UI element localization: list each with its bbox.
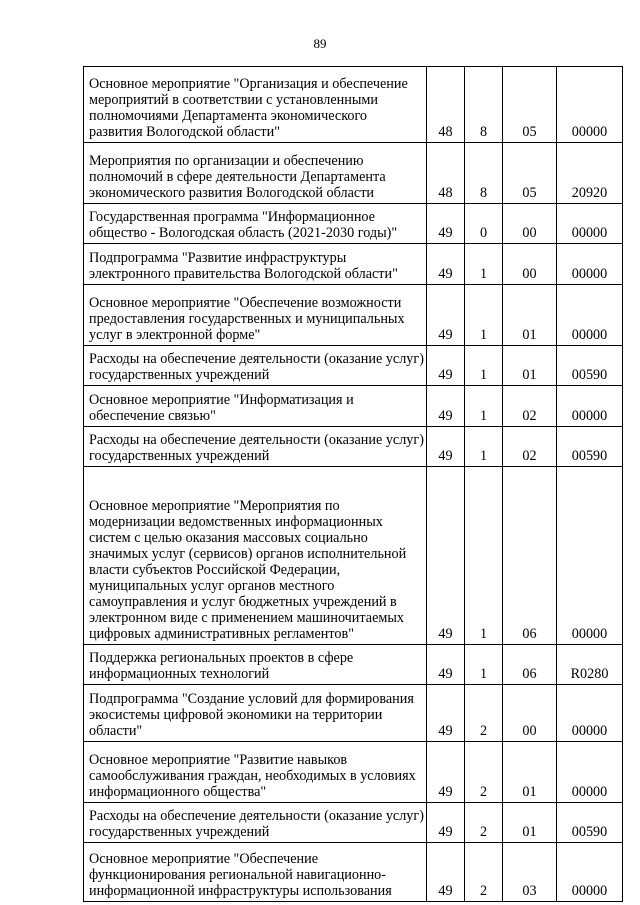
table-row	[84, 685, 623, 742]
program-code-cell: 49	[427, 742, 465, 803]
row-name-cell: Основное мероприятие "Мероприятия по модернизации ведомственных информационных систем с целью оказания массовых социально значимых услуг (сервисов) органов исполнительной власти субъектов Российской Федерации, муниципальных услуг органов местного самоуправления и услуг бюджетных учреждений в электронном виде с применением машиночитаемых цифровых административных регламентов"	[84, 467, 427, 645]
subprogram-code-cell: 1	[465, 244, 503, 285]
subprogram-code-cell: 2	[465, 742, 503, 803]
table-row	[84, 244, 623, 285]
event-code-cell: 06	[503, 645, 557, 685]
row-name-cell: Расходы на обеспечение деятельности (оказание услуг) государственных учреждений	[84, 803, 427, 843]
program-code-cell: 49	[427, 843, 465, 902]
direction-code-cell: 00590	[557, 803, 623, 843]
direction-code-cell: R0280	[557, 645, 623, 685]
page-number: 89	[313, 36, 327, 51]
subprogram-code-cell: 2	[465, 803, 503, 843]
event-code-cell: 06	[503, 467, 557, 645]
row-name-cell: Государственная программа "Информационное общество - Вологодская область (2021-2030 годы)"	[84, 204, 427, 244]
table-row	[84, 645, 623, 685]
event-code-cell: 01	[503, 285, 557, 346]
event-code-cell: 01	[503, 346, 557, 386]
event-code-cell: 01	[503, 742, 557, 803]
row-name-cell: Поддержка региональных проектов в сфере информационных технологий	[84, 645, 427, 685]
event-code-cell: 05	[503, 67, 557, 143]
program-code-cell: 49	[427, 685, 465, 742]
subprogram-code-cell: 0	[465, 204, 503, 244]
program-code-cell: 49	[427, 386, 465, 427]
program-code-cell: 49	[427, 346, 465, 386]
table-row	[84, 843, 623, 902]
subprogram-code-cell: 8	[465, 143, 503, 204]
program-code-cell: 49	[427, 645, 465, 685]
row-name-cell: Основное мероприятие "Информатизация и обеспечение связью"	[84, 386, 427, 427]
row-name-cell: Основное мероприятие "Организация и обеспечение мероприятий в соответствии с установленными полномочиями Департамента экономического развития Вологодской области"	[84, 67, 427, 143]
subprogram-code-cell: 1	[465, 346, 503, 386]
event-code-cell: 01	[503, 803, 557, 843]
table-row	[84, 427, 623, 467]
subprogram-code-cell: 2	[465, 843, 503, 902]
direction-code-cell: 00590	[557, 427, 623, 467]
event-code-cell: 00	[503, 244, 557, 285]
direction-code-cell: 00000	[557, 685, 623, 742]
program-code-cell: 49	[427, 204, 465, 244]
direction-code-cell: 00000	[557, 67, 623, 143]
direction-code-cell: 00000	[557, 244, 623, 285]
subprogram-code-cell: 1	[465, 285, 503, 346]
table-row	[84, 386, 623, 427]
event-code-cell: 02	[503, 427, 557, 467]
table-row	[84, 803, 623, 843]
direction-code-cell: 00000	[557, 742, 623, 803]
subprogram-code-cell: 1	[465, 386, 503, 427]
table-row	[84, 143, 623, 204]
table-row	[84, 67, 623, 143]
table-row	[84, 346, 623, 386]
direction-code-cell: 00000	[557, 386, 623, 427]
event-code-cell: 00	[503, 685, 557, 742]
budget-classification-table	[83, 66, 623, 902]
row-name-cell: Мероприятия по организации и обеспечению полномочий в сфере деятельности Департамента экономического развития Вологодской области	[84, 143, 427, 204]
row-name-cell: Основное мероприятие "Развитие навыков самообслуживания граждан, необходимых в условиях информационного общества"	[84, 742, 427, 803]
direction-code-cell: 00000	[557, 204, 623, 244]
row-name-cell: Основное мероприятие "Обеспечение функционирования региональной навигационно-информационной инфраструктуры использования	[84, 843, 427, 902]
program-code-cell: 49	[427, 467, 465, 645]
table-row	[84, 285, 623, 346]
row-name-cell: Расходы на обеспечение деятельности (оказание услуг) государственных учреждений	[84, 427, 427, 467]
program-code-cell: 48	[427, 67, 465, 143]
direction-code-cell: 00000	[557, 843, 623, 902]
table-row	[84, 742, 623, 803]
event-code-cell: 05	[503, 143, 557, 204]
subprogram-code-cell: 2	[465, 685, 503, 742]
program-code-cell: 49	[427, 427, 465, 467]
program-code-cell: 48	[427, 143, 465, 204]
subprogram-code-cell: 1	[465, 467, 503, 645]
table-row	[84, 467, 623, 645]
event-code-cell: 02	[503, 386, 557, 427]
direction-code-cell: 00590	[557, 346, 623, 386]
row-name-cell: Подпрограмма "Создание условий для формирования экосистемы цифровой экономики на территории области"	[84, 685, 427, 742]
subprogram-code-cell: 8	[465, 67, 503, 143]
row-name-cell: Расходы на обеспечение деятельности (оказание услуг) государственных учреждений	[84, 346, 427, 386]
program-code-cell: 49	[427, 244, 465, 285]
row-name-cell: Подпрограмма "Развитие инфраструктуры электронного правительства Вологодской области"	[84, 244, 427, 285]
program-code-cell: 49	[427, 285, 465, 346]
direction-code-cell: 00000	[557, 467, 623, 645]
event-code-cell: 03	[503, 843, 557, 902]
event-code-cell: 00	[503, 204, 557, 244]
subprogram-code-cell: 1	[465, 427, 503, 467]
program-code-cell: 49	[427, 803, 465, 843]
table-row	[84, 204, 623, 244]
direction-code-cell: 00000	[557, 285, 623, 346]
row-name-cell: Основное мероприятие "Обеспечение возможности предоставления государственных и муниципальных услуг в электронной форме"	[84, 285, 427, 346]
subprogram-code-cell: 1	[465, 645, 503, 685]
direction-code-cell: 20920	[557, 143, 623, 204]
